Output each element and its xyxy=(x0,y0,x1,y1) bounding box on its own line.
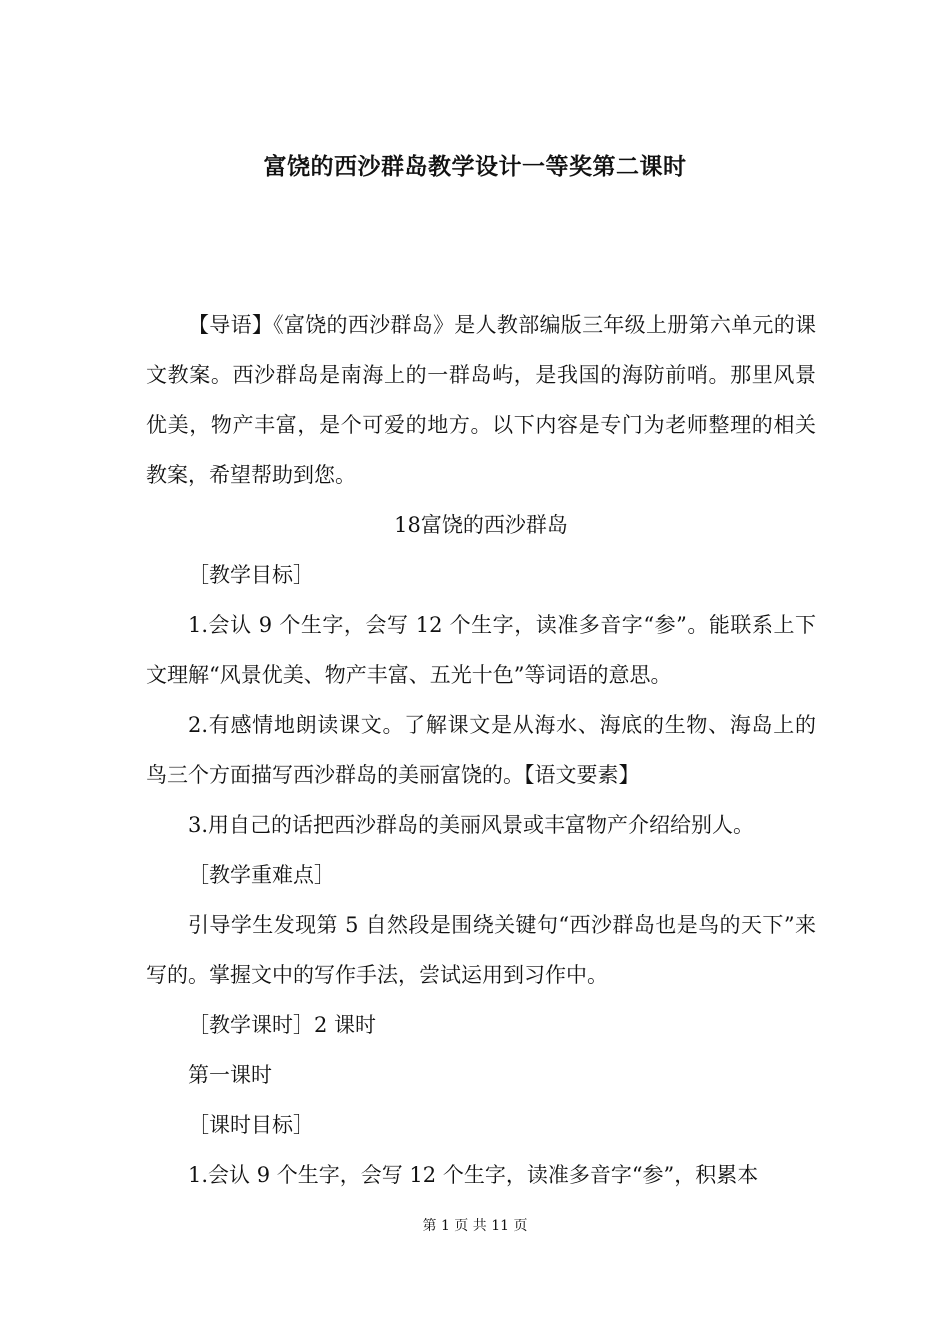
document-title: 富饶的西沙群岛教学设计一等奖第二课时 xyxy=(263,153,687,180)
objective-item-3: 3.用自己的话把西沙群岛的美丽风景或丰富物产介绍给别人。 xyxy=(188,813,755,837)
objective-item-2: 2.有感情地朗读课文。了解课文是从海水、海底的生物、海岛上的鸟三个方面描写西沙群岛的美丽富饶的。【语文要素】 xyxy=(146,713,816,787)
section-heading-lesson-hours: ［教学课时］2 课时 xyxy=(188,1013,377,1037)
key-points-paragraph: 引导学生发现第 5 自然段是围绕关键句“西沙群岛也是鸟的天下”来写的。掌握文中的写作手法，尝试运用到习作中。 xyxy=(146,913,816,987)
lesson-objective-item-1: 1.会认 9 个生字，会写 12 个生字，读准多音字“参”，积累本 xyxy=(188,1163,759,1187)
first-lesson-heading: 第一课时 xyxy=(188,1063,272,1087)
section-heading-objectives: ［教学目标］ xyxy=(188,563,314,587)
page-footer: 第 1 页 共 11 页 xyxy=(422,1218,528,1234)
section-heading-key-points: ［教学重难点］ xyxy=(188,863,335,887)
objective-item-1: 1.会认 9 个生字，会写 12 个生字，读准多音字“参”。能联系上下文理解“风景优美、物产丰富、五光十色”等词语的意思。 xyxy=(146,613,816,687)
intro-paragraph: 【导语】《富饶的西沙群岛》是人教部编版三年级上册第六单元的课文教案。西沙群岛是南海上的一群岛屿，是我国的海防前哨。那里风景优美，物产丰富，是个可爱的地方。以下内容是专门为老师整理的相关教案，希望帮助到您。 xyxy=(146,313,816,487)
section-heading-lesson-objectives: ［课时目标］ xyxy=(188,1113,314,1137)
lesson-heading: 18富饶的西沙群岛 xyxy=(394,513,568,537)
document-body xyxy=(146,300,816,1200)
